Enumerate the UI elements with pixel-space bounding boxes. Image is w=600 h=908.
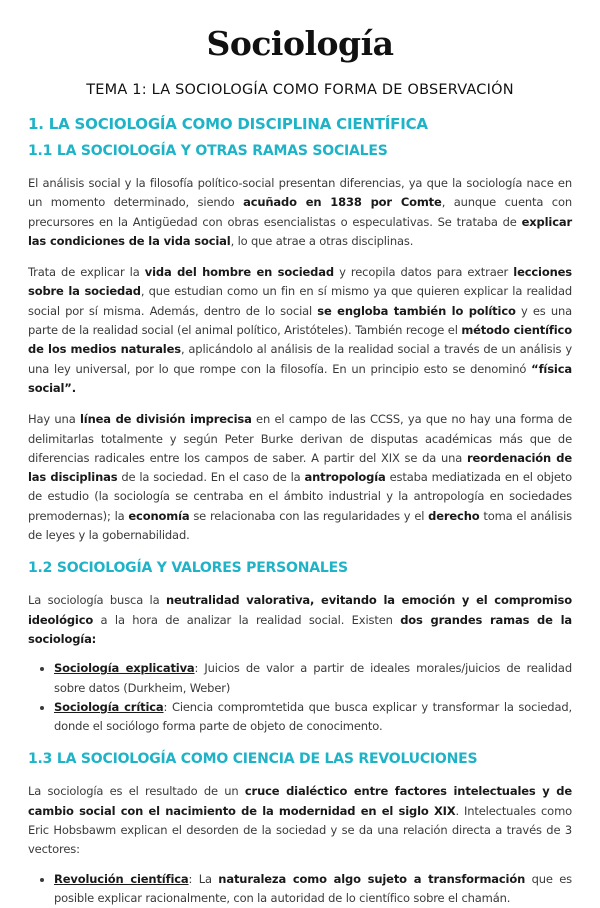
section-1-heading: 1. LA SOCIOLOGÍA COMO DISCIPLINA CIENTÍFICA (28, 115, 428, 133)
branches-list (28, 659, 572, 736)
list-item: • Revolución científica: La naturaleza como algo sujeto a transformación que es posible explicar racionalmente, con la autoridad de lo científico sobre el chamán. (54, 870, 572, 908)
document-title: Sociología (206, 24, 394, 63)
topic-subtitle: TEMA 1: LA SOCIOLOGÍA COMO FORMA DE OBSERVACIÓN (86, 82, 514, 98)
paragraph-1-1-a: El análisis social y la filosofía político-social presentan diferencias, ya que la sociología nace en un momento determinado, siendo acuñado en 1838 por Comte, aunque cuenta con precursores en la Antigüedad con obras esencialistas o especulativas. Se trataba de explicar las condiciones de la vida social, lo que atrae a otras disciplinas. (28, 176, 572, 248)
paragraph-1-1-c: Hay una línea de división imprecisa en el campo de las CCSS, ya que no hay una forma de delimitarlas totalmente y según Peter Burke derivan de disputas académicas más que de diferencias radicales entre los campos de saber. A partir del XIX se da una reordenación de las disciplinas de la sociedad. En el caso de la antropología estaba mediatizada en el objeto de estudio (la sociología se centraba en el ámbito industrial y la antropología en sociedades premodernas); la economía se relacionaba con las regularidades y el derecho toma el análisis de leyes y la gobernabilidad. (28, 412, 572, 543)
paragraph-1-2-a: La sociología busca la neutralidad valorativa, evitando la emoción y el compromiso ideológico a la hora de analizar la realidad social. Existen dos grandes ramas de la sociología: (28, 593, 572, 646)
list-item: • Sociología crítica: Ciencia compromtetida que busca explicar y transformar la sociedad, donde el sociólogo forma parte de objeto de conocimento. (54, 698, 572, 737)
section-1-3-heading: 1.3 LA SOCIOLOGÍA COMO CIENCIA DE LAS REVOLUCIONES (28, 751, 478, 768)
section-1-1-heading: 1.1 LA SOCIOLOGÍA Y OTRAS RAMAS SOCIALES (28, 143, 388, 159)
section-1-2-heading: 1.2 SOCIOLOGÍA Y VALORES PERSONALES (28, 560, 348, 577)
list-item: • Sociología explicativa: Juicios de valor a partir de ideales morales/juicios de realidad sobre datos (Durkheim, Weber) (54, 659, 572, 698)
vectors-list (28, 870, 572, 908)
paragraph-1-3-a: La sociología es el resultado de un cruce dialéctico entre factores intelectuales y de cambio social con el nacimiento de la modernidad en el siglo XIX. Intelectuales como Eric Hobsbawm explican el desorden de la sociedad y se da una relación directa a través de 3 vectores: (28, 784, 573, 857)
paragraph-1-1-b: Trata de explicar la vida del hombre en sociedad y recopila datos para extraer lecciones sobre la sociedad, que estudian como un fin en sí mismo ya que quieren explicar la realidad social por sí misma. Además, dentro de lo social se engloba también lo político y es una parte de la realidad social (el animal político, Aristóteles). También recoge el método científico de los medios naturales, aplicándolo al análisis de la realidad social a través de un análisis y una ley universal, por lo que rompe con la filosofía. En un principio esto se denominó “física social”. (28, 265, 572, 395)
